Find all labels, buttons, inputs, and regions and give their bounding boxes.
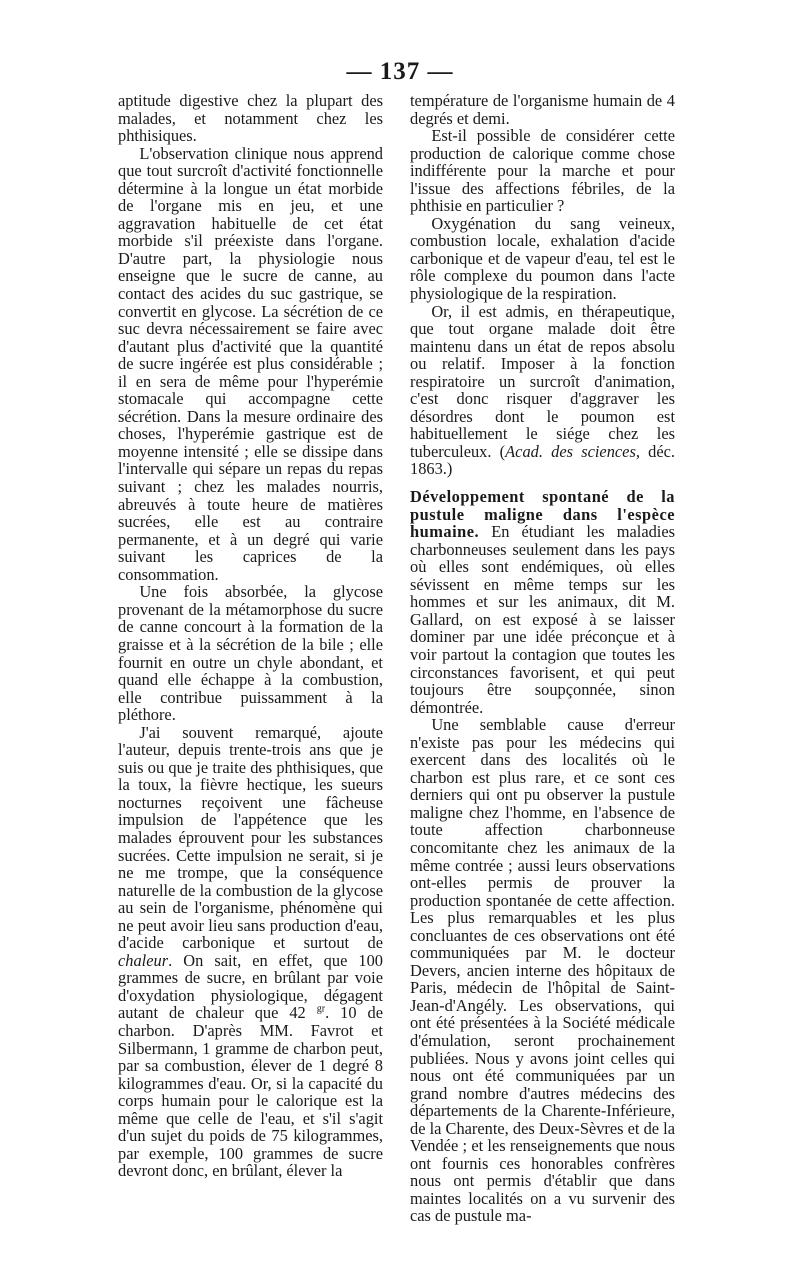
paragraph [118,724,383,1180]
paragraph: Une fois absorbée, la glycose provenant de la métamorphose du sucre de canne concourt à la formation de la graisse et à la sécrétion de la bile ; elle fournit en outre un chyle abondant, et quand elle échappe à la combustion, elle contribue puissamment à la pléthore. [118,582,383,725]
paragraph [410,303,675,478]
text-run: En étudiant les maladies charbonneuses seulement dans les pays où elles sont endémiques, où elles sévissent en même temps sur les hommes et sur les animaux, dit M. Gallard, on est exposé à se laisser dominer par une idée préconçue et à voir partout la contagion que toutes les circonstances favorisent, et qui peut toujours être soupçonnée, sinon démontrée. [410,522,675,717]
page-number: — 137 — [346,58,454,85]
citation-text: Acad. des sciences [505,441,636,461]
superscript-abbrev: gr [316,1003,326,1015]
text-run: J'ai souvent remarqué, ajoute l'auteur, depuis trente-trois ans que je suis ou que je traite des phthisiques, que la toux, la fièvre hectique, les sueurs nocturnes reçoivent une fâcheuse impulsion de l'appétence que les malades éprouvent pour les substances sucrées. Cette impulsion ne serait, si je ne me trompe, que la conséquence naturelle de la combustion de la glycose au sein de l'organisme, phénomène qui ne peut avoir lieu sans production d'eau, d'acide carbonique et surtout de [118,722,383,953]
paragraph: température de l'organisme humain de 4 degrés et demi. [410,91,675,128]
text-run: , déc. 1863.) [410,441,675,479]
text-run: . On sait, en effet, que 100 grammes de sucre, en brûlant par voie d'oxydation physiologique, dégagent autant de chaleur que 42 [118,950,383,1023]
article-paragraph [410,488,675,716]
right-column [410,92,675,1225]
emphasis-text: chaleur [118,950,169,970]
article-heading: Développement spontané de la pustule maligne dans l'espèce humaine. [410,487,675,542]
paragraph: Une semblable cause d'erreur n'existe pas pour les médecins qui exercent dans des localités où le charbon est plus rare, et ce sont ces derniers qui ont pu observer la pustule maligne chez l'homme, en l'absence de toute affection charbonneuse concomitante chez les animaux de la même contrée ; aussi leurs observations ont-elles permis de prouver la production spontanée de cette affection. Les plus remarquables et les plus concluantes de ces observations ont été communiquées par M. le docteur Devers, ancien interne des hôpitaux de Paris, médecin de l'hôpital de Saint-Jean-d'Angély. Les observations, qui ont été présentées à la Société médicale d'émulation, seront prochainement publiées. Nous y avons joint celles qui nous ont été communiquées par un grand nombre d'autres médecins des départements de la Charente-Inférieure, de la Charente, des Deux-Sèvres et de la Vendée ; et les renseignements que nous ont fournis ces honorables confrères nous ont permis d'établir que dans maintes localités on a vu survenir des cas de pustule ma- [410,715,675,1226]
left-column [118,92,383,1180]
paragraph: Oxygénation du sang veineux, combustion locale, exhalation d'acide carbonique et de vapeur d'eau, tel est le rôle complexe du poumon dans l'acte physiologique de la respiration. [410,213,675,304]
text-run: . 10 de charbon. D'après MM. Favrot et Silbermann, 1 gramme de charbon peut, par sa combustion, élever de 1 degré 8 kilogrammes d'eau. Or, si la capacité du corps humain pour le calorique est la même que celle de l'eau, et s'il s'agit d'un sujet du poids de 75 kilogrammes, par exemple, 100 grammes de sucre devront donc, en brûlant, élever la [118,1003,383,1181]
text-run: Or, il est admis, en thérapeutique, que tout organe malade doit être maintenu dans un état de repos absolu ou relatif. Imposer à la fonction respiratoire un surcroît d'animation, c'est donc risquer d'aggraver les désordres dont le poumon est habituellement le siége chez les tuberculeux. ( [410,301,675,461]
paragraph: aptitude digestive chez la plupart des malades, et notamment chez les phthisiques. [118,91,383,146]
paragraph: Est-il possible de considérer cette production de calorique comme chose indifférente pour la marche et pour l'issue des affections fébriles, de la phthisie en particulier ? [410,126,675,216]
paragraph: L'observation clinique nous apprend que tout surcroît d'activité fonctionnelle détermine à la longue un état morbide de l'organe mis en jeu, et une aggravation habituelle de cet état morbide s'il préexiste dans l'organe. D'autre part, la physiologie nous enseigne que le sucre de canne, au contact des acides du suc gastrique, se convertit en glycose. La sécrétion de ce suc devra nécessairement se faire avec d'autant plus d'activité que la quantité de sucre ingérée est plus considérable ; il en sera de même pour l'hyperémie stomacale qui accompagne cette sécrétion. Dans la mesure ordinaire des choses, l'hyperémie gastrique est de moyenne intensité ; elle se dissipe dans l'intervalle qui sépare un repas du repas suivant ; chez les malades nourris, abreuvés à toute heure de matières sucrées, elle est au contraire permanente, et à un degré qui varie suivant les caprices de la consommation. [118,143,383,584]
